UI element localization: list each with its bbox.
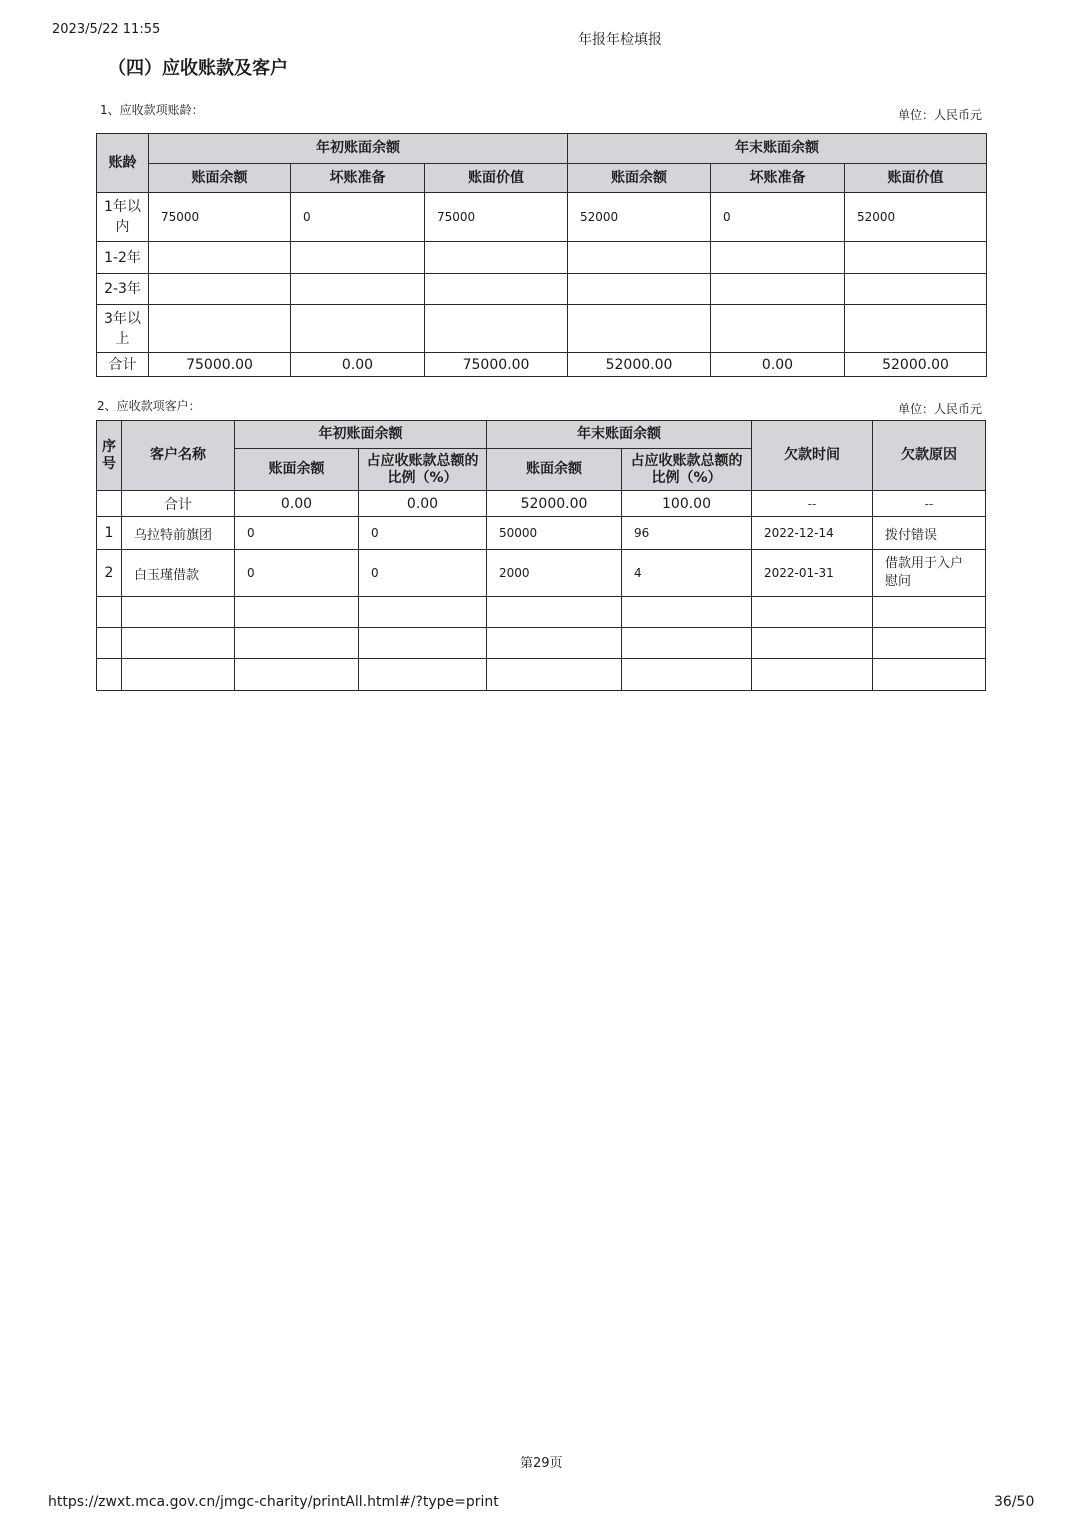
cell-input[interactable] xyxy=(425,305,568,353)
age-label: 1年以内 xyxy=(97,193,149,242)
cell-input[interactable] xyxy=(873,597,986,628)
print-date: 2023/5/22 11:55 xyxy=(52,22,161,37)
cell-input[interactable] xyxy=(149,242,291,274)
cell-input[interactable] xyxy=(568,274,711,305)
cell-input[interactable] xyxy=(568,242,711,274)
sub-header-begin-bad-debt: 坏账准备 xyxy=(291,164,425,193)
print-url: https://zwxt.mca.gov.cn/jmgc-charity/printAll.html#/?type=print xyxy=(48,1494,499,1510)
cell-input[interactable] xyxy=(291,242,425,274)
age-label: 3年以上 xyxy=(97,305,149,353)
cell-input[interactable]: 96 xyxy=(622,517,752,550)
sub-header-begin-balance: 账面余额 xyxy=(235,449,359,491)
group-end-header: 年末账面余额 xyxy=(487,421,752,449)
table-row xyxy=(97,274,987,305)
cell-input[interactable] xyxy=(149,305,291,353)
customers-table xyxy=(96,420,986,691)
cell-input[interactable] xyxy=(425,274,568,305)
cell-input[interactable] xyxy=(359,659,487,691)
reason-input[interactable]: 借款用于入户慰问 xyxy=(873,550,986,597)
customers-caption: 2、应收款项客户： xyxy=(97,399,201,413)
col-age-header: 账龄 xyxy=(97,134,149,193)
table-row xyxy=(97,517,986,550)
total-value: 52000.00 xyxy=(845,353,987,377)
cell-input[interactable]: 0 xyxy=(291,193,425,242)
aging-table xyxy=(96,133,987,377)
cell-input[interactable] xyxy=(235,628,359,659)
print-header-title: 年报年检填报 xyxy=(578,32,662,48)
group-begin-header: 年初账面余额 xyxy=(235,421,487,449)
cell-input[interactable]: 0 xyxy=(235,550,359,597)
page-count: 36/50 xyxy=(994,1494,1035,1510)
aging-unit: 单位：人民币元 xyxy=(898,108,983,122)
cell-input[interactable]: 2000 xyxy=(487,550,622,597)
cell-input[interactable] xyxy=(122,659,235,691)
row-seq: 1 xyxy=(97,517,122,550)
cell-input[interactable] xyxy=(622,628,752,659)
cell-input[interactable] xyxy=(359,597,487,628)
cell-input[interactable] xyxy=(359,628,487,659)
total-row xyxy=(97,353,987,377)
table-row xyxy=(97,659,986,691)
total-label: 合计 xyxy=(122,491,235,517)
cell-input[interactable] xyxy=(568,305,711,353)
total-value: 52000.00 xyxy=(487,491,622,517)
age-label: 2-3年 xyxy=(97,274,149,305)
cell-input[interactable] xyxy=(122,628,235,659)
cell-input[interactable] xyxy=(291,305,425,353)
cell-input[interactable]: 75000 xyxy=(425,193,568,242)
customers-unit: 单位：人民币元 xyxy=(898,402,983,416)
cell-input[interactable] xyxy=(235,597,359,628)
sub-header-begin-ratio: 占应收账款总额的比例（%） xyxy=(359,449,487,491)
customer-name-input[interactable]: 乌拉特前旗团 xyxy=(122,517,235,550)
cell-input[interactable] xyxy=(845,242,987,274)
cell-input[interactable] xyxy=(845,274,987,305)
total-value: 100.00 xyxy=(622,491,752,517)
total-value: -- xyxy=(752,491,873,517)
sub-header-begin-balance: 账面余额 xyxy=(149,164,291,193)
table-row xyxy=(97,550,986,597)
table-row xyxy=(97,597,986,628)
section-title: （四）应收账款及客户 xyxy=(108,58,288,79)
cell-input[interactable] xyxy=(487,597,622,628)
cell-input[interactable]: 0 xyxy=(235,517,359,550)
table-row xyxy=(97,628,986,659)
page-number: 第29页 xyxy=(520,1456,563,1471)
cell-input[interactable] xyxy=(752,659,873,691)
cell-input[interactable]: 50000 xyxy=(487,517,622,550)
cell-input[interactable]: 0 xyxy=(359,550,487,597)
sub-header-end-ratio: 占应收账款总额的比例（%） xyxy=(622,449,752,491)
row-seq: 2 xyxy=(97,550,122,597)
cell-input[interactable] xyxy=(711,305,845,353)
cell-input[interactable] xyxy=(487,659,622,691)
table-row xyxy=(97,305,987,353)
cell-input[interactable]: 0 xyxy=(359,517,487,550)
total-row xyxy=(97,491,986,517)
table-row xyxy=(97,193,987,242)
cell-input[interactable]: 52000 xyxy=(845,193,987,242)
total-value: 0.00 xyxy=(235,491,359,517)
total-value: 0.00 xyxy=(711,353,845,377)
total-value: 0.00 xyxy=(291,353,425,377)
cell-input[interactable] xyxy=(425,242,568,274)
total-value: 52000.00 xyxy=(568,353,711,377)
total-value: 0.00 xyxy=(359,491,487,517)
cell-input[interactable] xyxy=(845,305,987,353)
cell-input[interactable] xyxy=(291,274,425,305)
cell-input[interactable] xyxy=(149,274,291,305)
cell-input[interactable] xyxy=(711,242,845,274)
age-label: 1-2年 xyxy=(97,242,149,274)
col-name-header: 客户名称 xyxy=(122,421,235,491)
cell-input[interactable]: 0 xyxy=(711,193,845,242)
aging-caption: 1、应收款项账龄： xyxy=(100,103,204,117)
sub-header-begin-book-value: 账面价值 xyxy=(425,164,568,193)
reason-input[interactable]: 拨付错误 xyxy=(873,517,986,550)
col-reason-header: 欠款原因 xyxy=(873,421,986,491)
col-time-header: 欠款时间 xyxy=(752,421,873,491)
cell-input[interactable] xyxy=(622,659,752,691)
customer-name-input[interactable]: 白玉瑾借款 xyxy=(122,550,235,597)
cell-input[interactable] xyxy=(752,628,873,659)
sub-header-end-balance: 账面余额 xyxy=(568,164,711,193)
total-value: 75000.00 xyxy=(425,353,568,377)
sub-header-end-bad-debt: 坏账准备 xyxy=(711,164,845,193)
total-value: 75000.00 xyxy=(149,353,291,377)
cell-input[interactable] xyxy=(873,659,986,691)
cell-input[interactable]: 75000 xyxy=(149,193,291,242)
cell-input[interactable] xyxy=(235,659,359,691)
date-input[interactable]: 2022-12-14 xyxy=(752,517,873,550)
group-end-header: 年末账面余额 xyxy=(568,134,987,164)
cell-input[interactable] xyxy=(711,274,845,305)
total-value: -- xyxy=(873,491,986,517)
cell-input[interactable] xyxy=(752,597,873,628)
cell-input[interactable] xyxy=(122,597,235,628)
table-row xyxy=(97,242,987,274)
cell-input[interactable] xyxy=(622,597,752,628)
sub-header-end-book-value: 账面价值 xyxy=(845,164,987,193)
cell-input[interactable]: 52000 xyxy=(568,193,711,242)
total-label: 合计 xyxy=(97,353,149,377)
date-input[interactable]: 2022-01-31 xyxy=(752,550,873,597)
cell-input[interactable]: 4 xyxy=(622,550,752,597)
col-seq-header: 序号 xyxy=(97,421,122,491)
sub-header-end-balance: 账面余额 xyxy=(487,449,622,491)
cell-input[interactable] xyxy=(487,628,622,659)
group-begin-header: 年初账面余额 xyxy=(149,134,568,164)
cell-input[interactable] xyxy=(873,628,986,659)
